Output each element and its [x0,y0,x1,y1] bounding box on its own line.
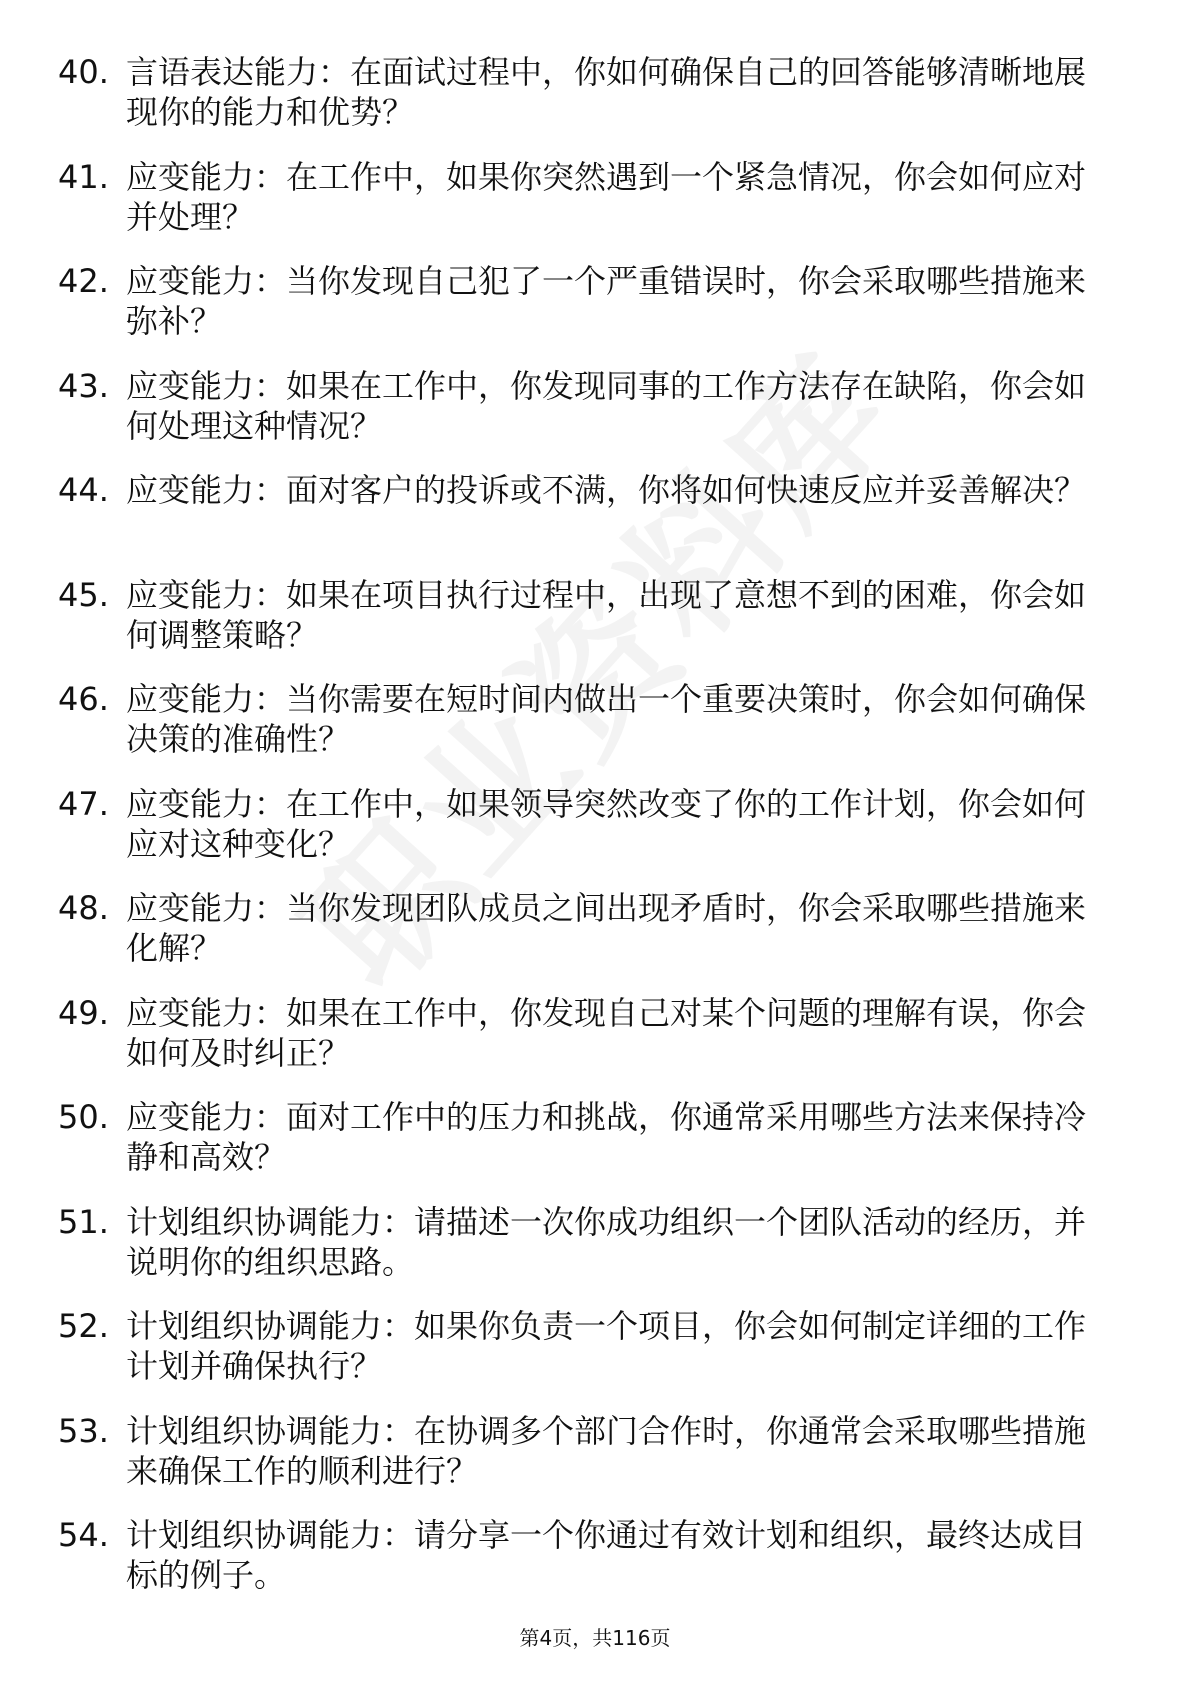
question-item-41 [0,157,1190,262]
question-item-47 [0,784,1190,889]
question-item-40 [0,52,1190,157]
question-number: 42. [58,262,109,300]
question-number: 53. [58,1411,109,1450]
question-text: 应变能力：如果在工作中，你发现自己对某个问题的理解有误，你会如何及时纠正？ [126,993,1087,1072]
question-text: 应变能力：在工作中，如果领导突然改变了你的工作计划，你会如何应对这种变化？ [126,784,1087,863]
question-number: 48. [58,889,109,927]
question-text: 应变能力：当你发现团队成员之间出现矛盾时，你会采取哪些措施来化解？ [126,889,1087,967]
question-text: 计划组织协调能力：在协调多个部门合作时，你通常会采取哪些措施来确保工作的顺利进行？ [126,1411,1087,1490]
question-item-44 [0,470,1190,575]
question-number: 43. [58,366,109,405]
question-number: 41. [58,157,109,196]
question-text: 计划组织协调能力：请分享一个你通过有效计划和组织，最终达成目标的例子。 [126,1516,1087,1594]
question-number: 50. [58,1098,109,1136]
question-item-43 [0,366,1190,471]
question-number: 52. [58,1307,109,1345]
page-number-footer: 第4页，共116页 [519,1626,671,1650]
question-text: 应变能力：如果在工作中，你发现同事的工作方法存在缺陷，你会如何处理这种情况？ [126,366,1087,445]
question-text: 应变能力：面对客户的投诉或不满，你将如何快速反应并妥善解决？ [126,471,1087,509]
question-item-48 [0,888,1190,993]
question-text: 应变能力：在工作中，如果你突然遇到一个紧急情况，你会如何应对并处理？ [126,157,1087,236]
question-item-46 [0,679,1190,784]
question-text: 应变能力：当你发现自己犯了一个严重错误时，你会采取哪些措施来弥补？ [126,262,1087,340]
question-text: 计划组织协调能力：请描述一次你成功组织一个团队活动的经历，并说明你的组织思路。 [126,1202,1087,1281]
question-list [0,52,1190,1620]
question-text: 计划组织协调能力：如果你负责一个项目，你会如何制定详细的工作计划并确保执行？ [126,1307,1087,1385]
question-number: 45. [58,575,109,614]
question-item-50 [0,1097,1190,1202]
question-number: 54. [58,1516,109,1554]
question-item-51 [0,1202,1190,1307]
question-text: 应变能力：面对工作中的压力和挑战，你通常采用哪些方法来保持冷静和高效？ [126,1098,1087,1176]
question-item-42 [0,261,1190,366]
question-number: 47. [58,784,109,823]
question-number: 49. [58,993,109,1032]
question-text: 应变能力：当你需要在短时间内做出一个重要决策时，你会如何确保决策的准确性？ [126,680,1087,758]
question-number: 51. [58,1202,109,1241]
question-number: 46. [58,680,109,718]
question-item-53 [0,1411,1190,1516]
question-item-52 [0,1306,1190,1411]
question-text: 应变能力：如果在项目执行过程中，出现了意想不到的困难，你会如何调整策略？ [126,575,1087,654]
question-item-54 [0,1515,1190,1620]
question-number: 44. [58,471,109,509]
question-item-45 [0,575,1190,680]
question-text: 言语表达能力：在面试过程中，你如何确保自己的回答能够清晰地展现你的能力和优势？ [126,53,1087,131]
question-item-49 [0,993,1190,1098]
question-number: 40. [58,53,109,91]
